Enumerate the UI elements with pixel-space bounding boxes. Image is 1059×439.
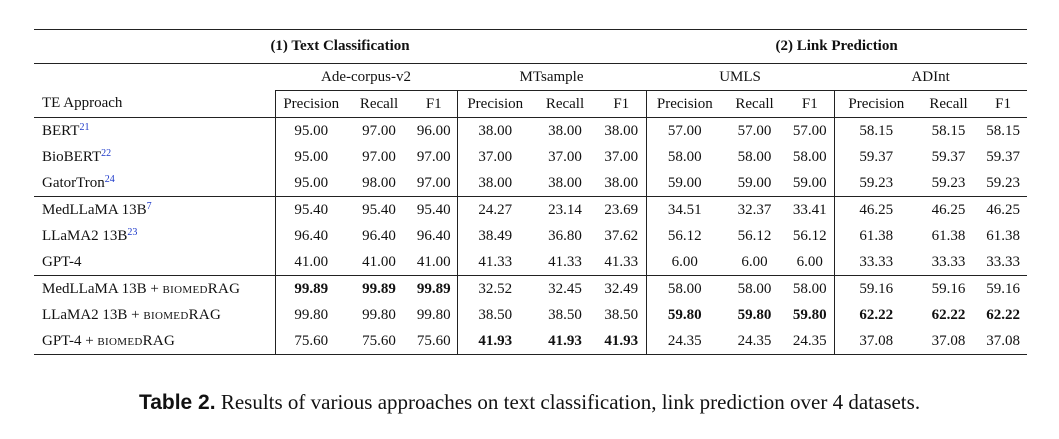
value-text: 62.22: [859, 306, 894, 323]
value-text: 37.00: [604, 148, 639, 165]
approach-suffix: biomedRAG: [97, 332, 176, 349]
value-cell: [918, 249, 979, 276]
value-cell: [646, 302, 723, 328]
results-table: [34, 29, 1027, 355]
value-cell: [834, 276, 918, 303]
header-f1: F1: [597, 91, 646, 118]
value-text: 23.69: [604, 201, 639, 218]
value-text: 96.40: [362, 227, 396, 244]
value-text: 61.38: [931, 227, 966, 244]
value-text: 59.37: [859, 148, 894, 165]
value-text: 59.23: [986, 174, 1020, 191]
value-cell: [457, 223, 533, 249]
value-text: 58.00: [667, 280, 702, 297]
value-cell: [533, 249, 597, 276]
header-recall: Recall: [533, 91, 597, 118]
value-text: 24.35: [737, 332, 772, 349]
results-table-container: [34, 29, 1027, 355]
citation-ref[interactable]: 7: [146, 200, 152, 212]
value-text: 33.41: [792, 201, 827, 218]
value-cell: [646, 197, 723, 224]
value-cell: [457, 170, 533, 197]
header-precision: Precision: [457, 91, 533, 118]
value-text: 99.89: [416, 280, 451, 297]
approach-name: [34, 328, 275, 355]
value-cell: [597, 170, 646, 197]
value-cell: [457, 118, 533, 145]
value-text: 38.00: [478, 174, 513, 191]
approach-label: BERT: [42, 122, 80, 139]
table-row: [34, 170, 1027, 197]
value-text: 6.00: [796, 253, 823, 270]
citation-ref[interactable]: 22: [101, 147, 112, 159]
value-cell: [918, 170, 979, 197]
value-text: 32.45: [548, 280, 582, 297]
value-text: 59.16: [859, 280, 894, 297]
value-cell: [457, 197, 533, 224]
value-cell: [347, 118, 411, 145]
value-text: 6.00: [671, 253, 698, 270]
approach-suffix: biomedRAG: [162, 280, 241, 297]
value-text: 38.49: [478, 227, 513, 244]
caption-label: Table 2.: [138, 391, 216, 414]
value-text: 62.22: [931, 306, 966, 323]
value-cell: [457, 276, 533, 303]
header-approach: TE Approach: [34, 91, 275, 118]
value-cell: [411, 118, 457, 145]
value-cell: [918, 144, 979, 170]
value-text: 24.35: [792, 332, 827, 349]
value-cell: [597, 328, 646, 355]
table-row: [34, 302, 1027, 328]
value-cell: [533, 223, 597, 249]
table-caption: [0, 390, 1059, 415]
value-cell: [979, 249, 1027, 276]
value-cell: [597, 276, 646, 303]
group-link-prediction: (2) Link Prediction: [646, 30, 1027, 64]
value-cell: [646, 144, 723, 170]
value-cell: [411, 223, 457, 249]
value-cell: [834, 144, 918, 170]
value-cell: [723, 249, 786, 276]
value-cell: [646, 170, 723, 197]
dataset-adint: ADInt: [834, 64, 1027, 91]
value-cell: [834, 170, 918, 197]
value-cell: [597, 302, 646, 328]
citation-ref[interactable]: 24: [104, 173, 115, 185]
value-cell: [347, 328, 411, 355]
value-text: 58.00: [737, 148, 772, 165]
value-cell: [275, 302, 347, 328]
value-cell: [918, 223, 979, 249]
value-cell: [533, 276, 597, 303]
value-cell: [646, 118, 723, 145]
value-cell: [533, 197, 597, 224]
value-text: 98.00: [362, 174, 396, 191]
value-cell: [597, 144, 646, 170]
approach-label: GPT-4: [42, 253, 82, 270]
value-text: 32.37: [737, 201, 772, 218]
value-text: 41.00: [294, 253, 329, 270]
approach-label: MedLLaMA 13B +: [42, 280, 163, 297]
value-cell: [979, 197, 1027, 224]
value-cell: [347, 144, 411, 170]
value-cell: [646, 276, 723, 303]
value-text: 41.00: [362, 253, 396, 270]
value-cell: [275, 118, 347, 145]
value-text: 32.52: [478, 280, 513, 297]
value-text: 46.25: [931, 201, 966, 218]
value-cell: [786, 276, 834, 303]
value-text: 41.93: [604, 332, 639, 349]
value-cell: [834, 328, 918, 355]
value-text: 58.00: [737, 280, 772, 297]
value-text: 24.27: [478, 201, 513, 218]
value-text: 37.08: [859, 332, 894, 349]
value-text: 46.25: [986, 201, 1020, 218]
value-text: 38.50: [604, 306, 639, 323]
value-text: 61.38: [859, 227, 894, 244]
value-cell: [275, 328, 347, 355]
approach-name: [34, 249, 275, 276]
value-text: 59.37: [986, 148, 1020, 165]
value-cell: [918, 328, 979, 355]
value-text: 38.50: [548, 306, 582, 323]
value-text: 38.00: [604, 122, 639, 139]
value-text: 59.16: [986, 280, 1020, 297]
value-text: 37.62: [604, 227, 639, 244]
value-cell: [786, 302, 834, 328]
value-cell: [918, 197, 979, 224]
value-cell: [786, 170, 834, 197]
value-text: 37.08: [931, 332, 966, 349]
value-text: 34.51: [667, 201, 702, 218]
value-text: 23.14: [548, 201, 582, 218]
value-text: 75.60: [294, 332, 329, 349]
value-cell: [411, 144, 457, 170]
value-text: 99.89: [294, 280, 329, 297]
value-cell: [347, 223, 411, 249]
value-text: 41.33: [478, 253, 513, 270]
value-text: 41.00: [416, 253, 451, 270]
value-text: 56.12: [667, 227, 702, 244]
value-text: 41.93: [548, 332, 582, 349]
header-f1: F1: [411, 91, 457, 118]
value-text: 57.00: [737, 122, 772, 139]
value-text: 59.80: [737, 306, 772, 323]
value-text: 75.60: [416, 332, 451, 349]
value-cell: [597, 249, 646, 276]
caption-text: Results of various approaches on text classification, link prediction over 4 datasets.: [215, 390, 921, 414]
value-cell: [411, 249, 457, 276]
value-text: 59.80: [667, 306, 702, 323]
value-cell: [723, 328, 786, 355]
value-cell: [347, 170, 411, 197]
value-cell: [979, 170, 1027, 197]
value-cell: [646, 223, 723, 249]
value-text: 56.12: [792, 227, 827, 244]
value-cell: [723, 302, 786, 328]
value-cell: [457, 249, 533, 276]
table-row: [34, 276, 1027, 303]
value-text: 95.40: [416, 201, 451, 218]
value-text: 96.40: [294, 227, 329, 244]
value-text: 38.50: [478, 306, 513, 323]
table-row: [34, 249, 1027, 276]
table-row: [34, 118, 1027, 145]
approach-name: [34, 302, 275, 328]
dataset-umls: UMLS: [646, 64, 834, 91]
approach-name: [34, 118, 275, 145]
value-text: 37.00: [478, 148, 513, 165]
value-text: 58.15: [859, 122, 894, 139]
value-cell: [275, 276, 347, 303]
value-text: 57.00: [792, 122, 827, 139]
metric-header-row: [34, 91, 1027, 118]
value-cell: [786, 197, 834, 224]
approach-label: BioBERT: [42, 148, 102, 165]
value-text: 59.80: [792, 306, 827, 323]
header-recall: Recall: [347, 91, 411, 118]
value-text: 33.33: [931, 253, 966, 270]
value-text: 95.40: [294, 201, 329, 218]
value-text: 41.93: [478, 332, 513, 349]
value-cell: [723, 197, 786, 224]
value-text: 59.00: [792, 174, 827, 191]
value-cell: [723, 170, 786, 197]
citation-ref[interactable]: 21: [79, 121, 90, 133]
value-text: 58.15: [931, 122, 966, 139]
value-text: 97.00: [362, 148, 396, 165]
approach-label: LLaMA2 13B +: [42, 306, 144, 323]
approach-label: GPT-4 +: [42, 332, 98, 349]
value-cell: [979, 144, 1027, 170]
value-cell: [786, 223, 834, 249]
value-text: 97.00: [416, 148, 451, 165]
value-cell: [723, 118, 786, 145]
value-text: 58.15: [986, 122, 1020, 139]
value-text: 59.23: [859, 174, 894, 191]
value-cell: [533, 302, 597, 328]
header-precision: Precision: [275, 91, 347, 118]
value-text: 96.40: [416, 227, 451, 244]
value-cell: [275, 170, 347, 197]
value-text: 41.33: [604, 253, 639, 270]
value-text: 6.00: [741, 253, 768, 270]
value-text: 33.33: [986, 253, 1020, 270]
value-cell: [979, 118, 1027, 145]
value-text: 38.00: [548, 174, 582, 191]
value-cell: [533, 328, 597, 355]
value-text: 38.00: [548, 122, 582, 139]
approach-name: [34, 197, 275, 224]
value-cell: [275, 249, 347, 276]
table-body: [34, 118, 1027, 355]
value-text: 99.89: [362, 280, 396, 297]
table-row: [34, 144, 1027, 170]
value-cell: [533, 170, 597, 197]
value-text: 36.80: [548, 227, 582, 244]
value-cell: [979, 276, 1027, 303]
value-text: 59.00: [667, 174, 702, 191]
value-cell: [411, 170, 457, 197]
approach-label: LLaMA2 13B: [42, 227, 128, 244]
group-header-row: [34, 30, 1027, 64]
value-text: 62.22: [986, 306, 1020, 323]
value-cell: [834, 118, 918, 145]
value-cell: [347, 302, 411, 328]
approach-label: GatorTron: [42, 174, 105, 191]
value-cell: [834, 302, 918, 328]
table-row: [34, 223, 1027, 249]
value-text: 59.37: [931, 148, 966, 165]
dataset-header-row: [34, 64, 1027, 91]
citation-ref[interactable]: 23: [127, 226, 138, 238]
value-text: 37.08: [986, 332, 1020, 349]
value-text: 33.33: [859, 253, 894, 270]
value-text: 95.00: [294, 122, 329, 139]
value-text: 58.00: [792, 148, 827, 165]
value-text: 37.00: [548, 148, 582, 165]
value-text: 99.80: [416, 306, 451, 323]
value-cell: [597, 223, 646, 249]
value-text: 99.80: [362, 306, 396, 323]
value-text: 75.60: [362, 332, 396, 349]
value-text: 59.23: [931, 174, 966, 191]
value-text: 38.00: [478, 122, 513, 139]
value-cell: [979, 328, 1027, 355]
header-f1: F1: [979, 91, 1027, 118]
value-cell: [786, 144, 834, 170]
header-precision: Precision: [834, 91, 918, 118]
table-row: [34, 328, 1027, 355]
value-text: 97.00: [416, 174, 451, 191]
value-text: 95.00: [294, 174, 329, 191]
approach-name: [34, 276, 275, 303]
value-text: 32.49: [604, 280, 639, 297]
value-cell: [723, 144, 786, 170]
value-cell: [979, 223, 1027, 249]
value-cell: [597, 197, 646, 224]
approach-name: [34, 170, 275, 197]
value-text: 61.38: [986, 227, 1020, 244]
value-text: 95.40: [362, 201, 396, 218]
value-cell: [275, 223, 347, 249]
value-cell: [834, 249, 918, 276]
dataset-mtsample: MTsample: [457, 64, 646, 91]
value-cell: [646, 328, 723, 355]
dataset-ade-corpus: Ade-corpus-v2: [275, 64, 457, 91]
value-cell: [275, 144, 347, 170]
value-text: 38.00: [604, 174, 639, 191]
value-cell: [597, 118, 646, 145]
value-cell: [723, 223, 786, 249]
value-cell: [533, 144, 597, 170]
header-f1: F1: [786, 91, 834, 118]
value-cell: [533, 118, 597, 145]
value-cell: [457, 144, 533, 170]
value-cell: [457, 328, 533, 355]
value-cell: [834, 223, 918, 249]
value-text: 99.80: [294, 306, 329, 323]
value-cell: [646, 249, 723, 276]
value-text: 58.00: [792, 280, 827, 297]
value-cell: [411, 197, 457, 224]
value-text: 95.00: [294, 148, 329, 165]
approach-label: MedLLaMA 13B: [42, 201, 147, 218]
value-text: 96.00: [416, 122, 451, 139]
value-cell: [918, 118, 979, 145]
value-text: 58.00: [667, 148, 702, 165]
value-text: 57.00: [667, 122, 702, 139]
value-cell: [457, 302, 533, 328]
approach-name: [34, 144, 275, 170]
value-cell: [347, 249, 411, 276]
value-text: 97.00: [362, 122, 396, 139]
blank-cell: [34, 64, 275, 91]
header-recall: Recall: [918, 91, 979, 118]
value-cell: [411, 276, 457, 303]
group-text-classification: (1) Text Classification: [34, 30, 646, 64]
value-cell: [347, 276, 411, 303]
value-cell: [723, 276, 786, 303]
value-cell: [411, 302, 457, 328]
header-recall: Recall: [723, 91, 786, 118]
value-cell: [347, 197, 411, 224]
value-cell: [918, 276, 979, 303]
value-text: 46.25: [859, 201, 894, 218]
value-text: 41.33: [548, 253, 582, 270]
value-text: 59.16: [931, 280, 966, 297]
value-text: 59.00: [737, 174, 772, 191]
value-cell: [918, 302, 979, 328]
value-cell: [786, 328, 834, 355]
table-row: [34, 197, 1027, 224]
approach-name: [34, 223, 275, 249]
header-precision: Precision: [646, 91, 723, 118]
value-cell: [411, 328, 457, 355]
value-cell: [275, 197, 347, 224]
value-cell: [979, 302, 1027, 328]
value-cell: [834, 197, 918, 224]
value-text: 56.12: [737, 227, 772, 244]
approach-suffix: biomedRAG: [143, 306, 222, 323]
value-cell: [786, 118, 834, 145]
value-cell: [786, 249, 834, 276]
value-text: 24.35: [667, 332, 702, 349]
